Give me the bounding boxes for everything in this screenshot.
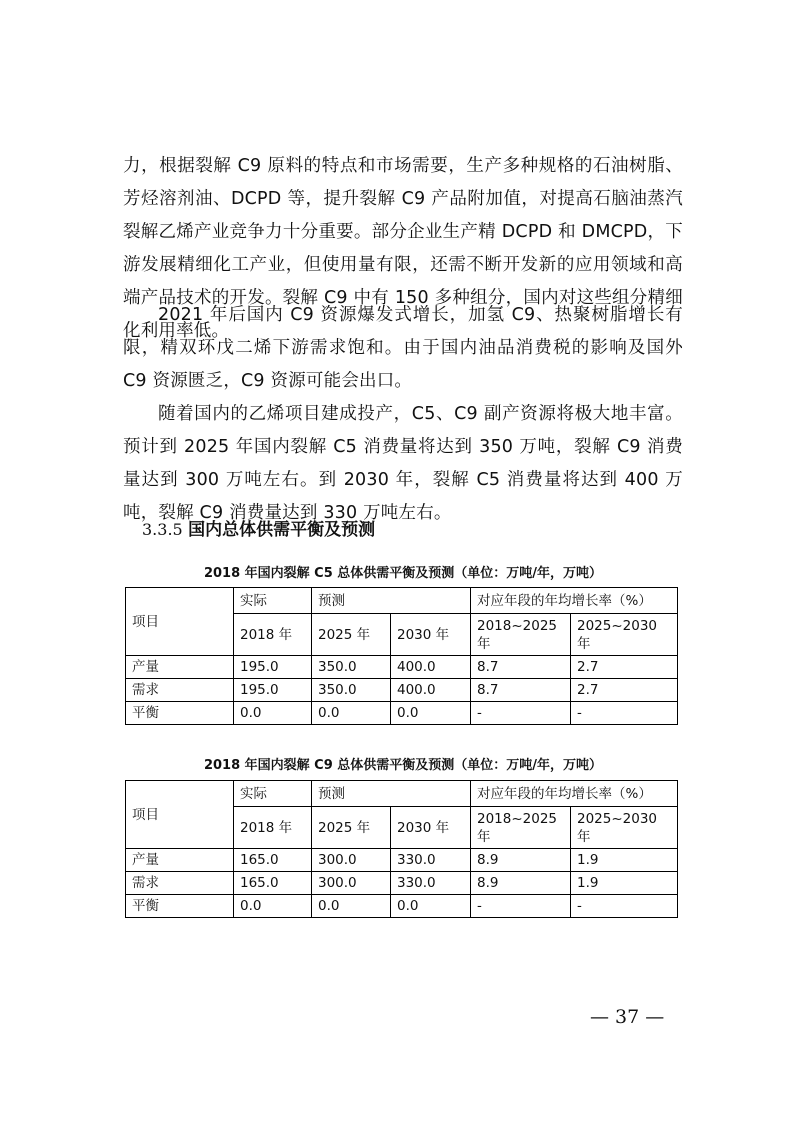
table-header-actual: 实际 — [234, 781, 312, 807]
table-header-growth: 对应年段的年均增长率（%） — [471, 588, 678, 614]
table-row — [126, 895, 678, 918]
table-header-actual: 实际 — [234, 588, 312, 614]
table-header-growth: 对应年段的年均增长率（%） — [471, 781, 678, 807]
cell-value: 0.0 — [391, 702, 471, 725]
cell-value: - — [471, 895, 571, 918]
cell-value: 400.0 — [391, 679, 471, 702]
table-header-period: 2025~2030 年 — [571, 807, 678, 849]
cell-value: 0.0 — [312, 895, 391, 918]
cell-value: 2.7 — [571, 679, 678, 702]
cell-value: 8.9 — [471, 872, 571, 895]
table-caption-c9: 2018 年国内裂解 C9 总体供需平衡及预测（单位：万吨/年，万吨） — [203, 758, 603, 773]
row-label: 产量 — [126, 656, 234, 679]
page-number: — 37 — — [590, 1006, 665, 1028]
cell-value: 300.0 — [312, 872, 391, 895]
table-header-year: 2025 年 — [312, 614, 391, 656]
cell-value: 350.0 — [312, 656, 391, 679]
table-row — [126, 702, 678, 725]
cell-value: 0.0 — [312, 702, 391, 725]
cell-value: 1.9 — [571, 849, 678, 872]
row-label: 产量 — [126, 849, 234, 872]
cell-value: 400.0 — [391, 656, 471, 679]
cell-value: - — [471, 702, 571, 725]
cell-value: 8.7 — [471, 656, 571, 679]
table-header-period: 2025~2030 年 — [571, 614, 678, 656]
row-label: 平衡 — [126, 895, 234, 918]
table-header-item: 项目 — [126, 588, 234, 656]
body-paragraph-1: 力，根据裂解 C9 原料的特点和市场需要，生产多种规格的石油树脂、芳烃溶剂油、DCPD 等，提升裂解 C9 产品附加值，对提高石脑油蒸汽裂解乙烯产业竞争力十分重要。部分企业生产精 DCPD 和 DMCPD，下游发展精细化工产业，但使用量有限，还需不断开发新的应用领域和高端产品技术的开发。裂解 C9 中有 150 多种组分，国内对这些组分精细化利用率低。 — [123, 156, 683, 341]
row-label: 平衡 — [126, 702, 234, 725]
cell-value: 300.0 — [312, 849, 391, 872]
table-header-forecast: 预测 — [312, 588, 471, 614]
cell-value: 330.0 — [391, 849, 471, 872]
table-row — [126, 656, 678, 679]
cell-value: 165.0 — [234, 849, 312, 872]
row-label: 需求 — [126, 872, 234, 895]
cell-value: 165.0 — [234, 872, 312, 895]
table-row — [126, 849, 678, 872]
table-header-forecast: 预测 — [312, 781, 471, 807]
cell-value: 195.0 — [234, 656, 312, 679]
table-header-item: 项目 — [126, 781, 234, 849]
table-header-period: 2018~2025 年 — [471, 807, 571, 849]
cell-value: - — [571, 702, 678, 725]
cell-value: 1.9 — [571, 872, 678, 895]
body-paragraph-3: 随着国内的乙烯项目建成投产，C5、C9 副产资源将极大地丰富。预计到 2025 年国内裂解 C5 消费量将达到 350 万吨，裂解 C9 消费量达到 300 万吨左右。到 2030 年，裂解 C5 消费量将达到 400 万吨，裂解 C9 消费量达到 330 万吨左右。 — [123, 404, 683, 523]
table-c9-balance — [125, 780, 678, 918]
row-label: 需求 — [126, 679, 234, 702]
cell-value: 0.0 — [391, 895, 471, 918]
cell-value: 0.0 — [234, 702, 312, 725]
cell-value: 8.9 — [471, 849, 571, 872]
cell-value: 2.7 — [571, 656, 678, 679]
table-row — [126, 679, 678, 702]
table-header-period: 2018~2025 年 — [471, 614, 571, 656]
body-paragraph-2: 2021 年后国内 C9 资源爆发式增长，加氢 C9、热聚树脂增长有限，精双环戊二烯下游需求饱和。由于国内油品消费税的影响及国外 C9 资源匮乏，C9 资源可能会出口。 — [123, 305, 683, 391]
cell-value: 195.0 — [234, 679, 312, 702]
table-header-year: 2030 年 — [391, 807, 471, 849]
cell-value: - — [571, 895, 678, 918]
table-header-year: 2025 年 — [312, 807, 391, 849]
section-number: 3.3.5 — [142, 520, 183, 539]
table-header-year: 2018 年 — [234, 614, 312, 656]
section-title: 国内总体供需平衡及预测 — [188, 520, 376, 540]
table-caption-c5: 2018 年国内裂解 C5 总体供需平衡及预测（单位：万吨/年，万吨） — [203, 566, 603, 581]
section-heading — [142, 516, 375, 544]
cell-value: 350.0 — [312, 679, 391, 702]
table-row — [126, 872, 678, 895]
cell-value: 330.0 — [391, 872, 471, 895]
table-header-year: 2030 年 — [391, 614, 471, 656]
cell-value: 0.0 — [234, 895, 312, 918]
table-header-year: 2018 年 — [234, 807, 312, 849]
table-c5-balance — [125, 587, 678, 725]
cell-value: 8.7 — [471, 679, 571, 702]
